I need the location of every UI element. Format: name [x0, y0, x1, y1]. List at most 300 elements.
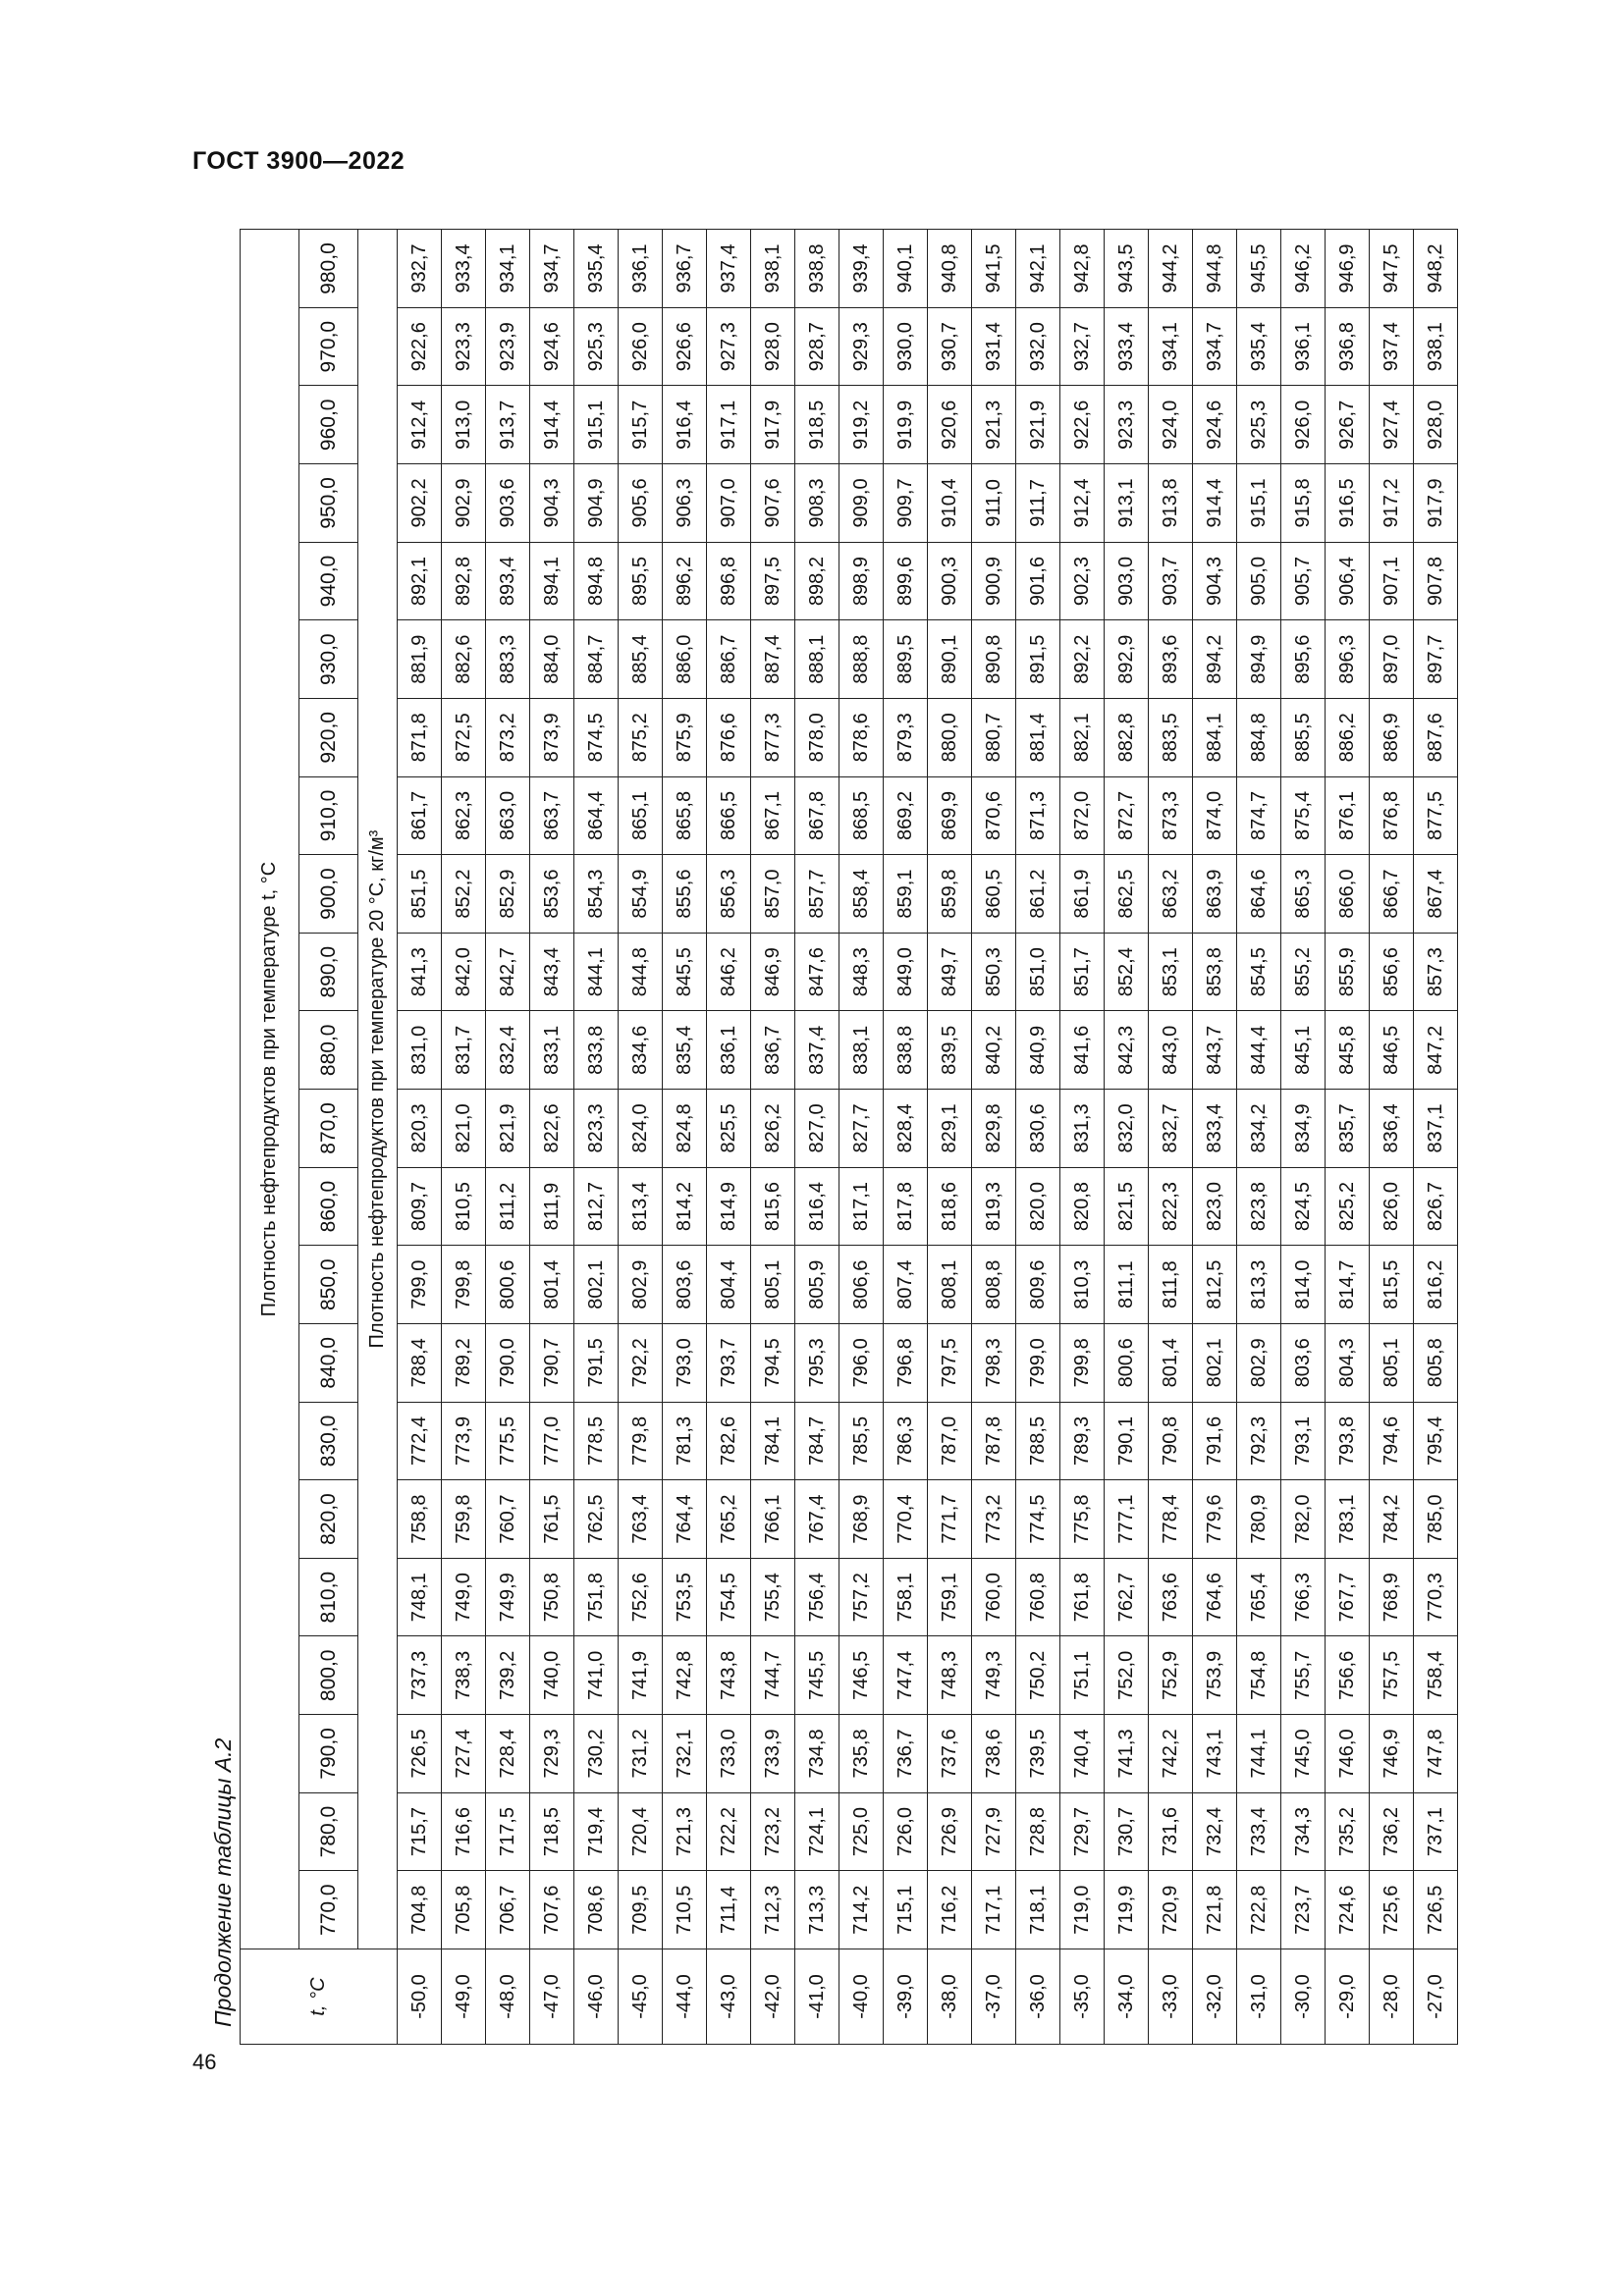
density-cell: 773,9: [442, 1402, 486, 1480]
density-cell: 784,2: [1370, 1480, 1414, 1559]
density-cell: 887,6: [1414, 699, 1458, 777]
density-cell: 718,1: [1016, 1871, 1060, 1949]
density-cell: 821,5: [1105, 1167, 1149, 1246]
density-cell: 800,6: [1105, 1324, 1149, 1403]
density-cell: 891,5: [1016, 620, 1060, 699]
density-cell: 720,9: [1149, 1871, 1193, 1949]
table-row: [442, 230, 486, 2045]
density-cell: 804,3: [1326, 1324, 1370, 1403]
density-cell: 928,0: [751, 307, 795, 386]
density-cell: 828,4: [884, 1090, 928, 1168]
density-cell: 853,1: [1149, 933, 1193, 1011]
density-cell: 715,7: [398, 1792, 442, 1871]
density-cell: 894,8: [574, 542, 619, 620]
rotated-table-frame: [240, 230, 1457, 2045]
density-cell: 745,0: [1281, 1715, 1326, 1793]
temperature-cell: -32,0: [1193, 1949, 1237, 2045]
density-cell: 761,5: [530, 1480, 574, 1559]
density-cell: 866,7: [1370, 855, 1414, 934]
density-cell: 719,9: [1105, 1871, 1149, 1949]
density-cell: 751,8: [574, 1558, 619, 1636]
density-column-header: 900,0: [299, 855, 358, 934]
density-cell: 934,7: [1193, 307, 1237, 386]
density-cell: 843,0: [1149, 1011, 1193, 1090]
density-cell: 902,2: [398, 464, 442, 543]
density-cell: 890,8: [972, 620, 1016, 699]
density-cell: 924,6: [1193, 386, 1237, 464]
density-cell: 943,5: [1105, 230, 1149, 308]
density-cell: 946,9: [1326, 230, 1370, 308]
density-cell: 894,2: [1193, 620, 1237, 699]
density-cell: 928,0: [1414, 386, 1458, 464]
density-cell: 753,9: [1193, 1636, 1237, 1715]
density-cell: 930,7: [928, 307, 972, 386]
density-cell: 835,4: [663, 1011, 707, 1090]
density-cell: 814,2: [663, 1167, 707, 1246]
density-cell: 859,1: [884, 855, 928, 934]
density-cell: 851,0: [1016, 933, 1060, 1011]
density-cell: 923,3: [442, 307, 486, 386]
density-cell: 788,4: [398, 1324, 442, 1403]
table-caption: Продолжение таблицы А.2: [210, 1737, 236, 2027]
temperature-cell: -34,0: [1105, 1949, 1149, 2045]
density-cell: 757,5: [1370, 1636, 1414, 1715]
density-cell: 880,0: [928, 699, 972, 777]
density-cell: 809,7: [398, 1167, 442, 1246]
density-cell: 761,8: [1060, 1558, 1105, 1636]
density-cell: 896,3: [1326, 620, 1370, 699]
density-cell: 907,6: [751, 464, 795, 543]
table-row: [1281, 230, 1326, 2045]
density-cell: 749,3: [972, 1636, 1016, 1715]
density-cell: 944,8: [1193, 230, 1237, 308]
density-cell: 843,7: [1193, 1011, 1237, 1090]
density-cell: 938,1: [751, 230, 795, 308]
density-cell: 853,8: [1193, 933, 1237, 1011]
density-cell: 822,6: [530, 1090, 574, 1168]
density-cell: 805,8: [1414, 1324, 1458, 1403]
density-cell: 749,0: [442, 1558, 486, 1636]
density-cell: 908,3: [795, 464, 839, 543]
density-cell: 841,3: [398, 933, 442, 1011]
density-cell: 920,6: [928, 386, 972, 464]
density-cell: 844,1: [574, 933, 619, 1011]
temperature-cell: -43,0: [707, 1949, 751, 2045]
density-cell: 905,6: [619, 464, 663, 543]
density-cell: 718,5: [530, 1792, 574, 1871]
density-cell: 726,5: [1414, 1871, 1458, 1949]
density-cell: 779,6: [1193, 1480, 1237, 1559]
density-cell: 826,2: [751, 1090, 795, 1168]
density-cell: 873,9: [530, 699, 574, 777]
density-cell: 922,6: [398, 307, 442, 386]
density-cell: 742,2: [1149, 1715, 1193, 1793]
density-cell: 793,0: [663, 1324, 707, 1403]
density-cell: 764,6: [1193, 1558, 1237, 1636]
density-cell: 741,0: [574, 1636, 619, 1715]
density-cell: 914,4: [530, 386, 574, 464]
density-cell: 923,3: [1105, 386, 1149, 464]
table-row: [707, 230, 751, 2045]
density-column-header: 860,0: [299, 1167, 358, 1246]
density-cell: 731,6: [1149, 1792, 1193, 1871]
density-column-header: 970,0: [299, 307, 358, 386]
density-cell: 716,2: [928, 1871, 972, 1949]
density-cell: 872,7: [1105, 776, 1149, 855]
density-cell: 900,3: [928, 542, 972, 620]
density-cell: 816,2: [1414, 1246, 1458, 1324]
density-cell: 783,1: [1326, 1480, 1370, 1559]
density-cell: 896,2: [663, 542, 707, 620]
density-cell: 833,1: [530, 1011, 574, 1090]
density-cell: 803,6: [663, 1246, 707, 1324]
density-cell: 832,7: [1149, 1090, 1193, 1168]
density-column-header: 960,0: [299, 386, 358, 464]
density-cell: 911,7: [1016, 464, 1060, 543]
density-cell: 747,4: [884, 1636, 928, 1715]
density-cell: 731,2: [619, 1715, 663, 1793]
density-cell: 873,3: [1149, 776, 1193, 855]
density-cell: 888,1: [795, 620, 839, 699]
density-cell: 802,9: [1237, 1324, 1281, 1403]
density-cell: 753,5: [663, 1558, 707, 1636]
density-cell: 926,7: [1326, 386, 1370, 464]
density-cell: 723,2: [751, 1792, 795, 1871]
density-cell: 732,1: [663, 1715, 707, 1793]
density-cell: 862,5: [1105, 855, 1149, 934]
density-cell: 790,8: [1149, 1402, 1193, 1480]
density-cell: 804,4: [707, 1246, 751, 1324]
density-cell: 892,1: [398, 542, 442, 620]
density-cell: 791,5: [574, 1324, 619, 1403]
density-cell: 917,9: [1414, 464, 1458, 543]
density-cell: 896,8: [707, 542, 751, 620]
density-cell: 895,5: [619, 542, 663, 620]
density-cell: 735,2: [1326, 1792, 1370, 1871]
density-cell: 832,0: [1105, 1090, 1149, 1168]
density-cell: 886,2: [1326, 699, 1370, 777]
density-cell: 811,2: [486, 1167, 530, 1246]
density-cell: 873,2: [486, 699, 530, 777]
density-column-header: 940,0: [299, 542, 358, 620]
density-cell: 864,4: [574, 776, 619, 855]
density-cell: 867,1: [751, 776, 795, 855]
density-cell: 878,6: [839, 699, 884, 777]
density-cell: 856,3: [707, 855, 751, 934]
density-cell: 839,5: [928, 1011, 972, 1090]
density-cell: 765,2: [707, 1480, 751, 1559]
density-column-header: 920,0: [299, 699, 358, 777]
density-cell: 734,3: [1281, 1792, 1326, 1871]
density-cell: 792,2: [619, 1324, 663, 1403]
density-cell: 788,5: [1016, 1402, 1060, 1480]
density-cell: 794,5: [751, 1324, 795, 1403]
density-cell: 857,3: [1414, 933, 1458, 1011]
density-cell: 885,4: [619, 620, 663, 699]
density-cell: 820,0: [1016, 1167, 1060, 1246]
density-cell: 916,4: [663, 386, 707, 464]
table-row: [663, 230, 707, 2045]
density-cell: 772,4: [398, 1402, 442, 1480]
density-cell: 917,9: [751, 386, 795, 464]
density-cell: 932,0: [1016, 307, 1060, 386]
density-cell: 716,6: [442, 1792, 486, 1871]
density-cell: 717,5: [486, 1792, 530, 1871]
density-cell: 823,8: [1237, 1167, 1281, 1246]
density-cell: 922,6: [1060, 386, 1105, 464]
density-cell: 936,1: [1281, 307, 1326, 386]
density-cell: 725,6: [1370, 1871, 1414, 1949]
density-cell: 795,4: [1414, 1402, 1458, 1480]
density-cell: 886,9: [1370, 699, 1414, 777]
density-cell: 907,8: [1414, 542, 1458, 620]
density-cell: 704,8: [398, 1871, 442, 1949]
density-cell: 869,9: [928, 776, 972, 855]
density-cell: 814,0: [1281, 1246, 1326, 1324]
temperature-cell: -44,0: [663, 1949, 707, 2045]
density-cell: 754,8: [1237, 1636, 1281, 1715]
density-cell: 706,7: [486, 1871, 530, 1949]
density-cell: 838,1: [839, 1011, 884, 1090]
density-cell: 762,7: [1105, 1558, 1149, 1636]
density-cell: 882,8: [1105, 699, 1149, 777]
density-cell: 874,0: [1193, 776, 1237, 855]
table-row: [751, 230, 795, 2045]
density-cell: 831,0: [398, 1011, 442, 1090]
density-cell: 925,3: [1237, 386, 1281, 464]
density-column-header: 840,0: [299, 1324, 358, 1403]
density-cell: 836,7: [751, 1011, 795, 1090]
density-cell: 917,1: [707, 386, 751, 464]
density-cell: 847,6: [795, 933, 839, 1011]
density-cell: 860,5: [972, 855, 1016, 934]
density-cell: 746,0: [1326, 1715, 1370, 1793]
density-cell: 814,7: [1326, 1246, 1370, 1324]
density-cell: 748,1: [398, 1558, 442, 1636]
density-cell: 757,2: [839, 1558, 884, 1636]
density-column-header: 770,0: [299, 1871, 358, 1949]
temperature-cell: -30,0: [1281, 1949, 1326, 2045]
density-cell: 846,9: [751, 933, 795, 1011]
table-row: [530, 230, 574, 2045]
density-cell: 787,0: [928, 1402, 972, 1480]
density-cell: 708,6: [574, 1871, 619, 1949]
temperature-cell: -36,0: [1016, 1949, 1060, 2045]
density-cell: 805,1: [1370, 1324, 1414, 1403]
density-cell: 726,0: [884, 1792, 928, 1871]
density-cell: 743,1: [1193, 1715, 1237, 1793]
density-cell: 795,3: [795, 1324, 839, 1403]
density-cell: 904,3: [1193, 542, 1237, 620]
density-cell: 881,4: [1016, 699, 1060, 777]
density-cell: 727,4: [442, 1715, 486, 1793]
density-cell: 719,4: [574, 1792, 619, 1871]
density-cell: 931,4: [972, 307, 1016, 386]
density-cell: 837,1: [1414, 1090, 1458, 1168]
density-cell: 729,7: [1060, 1792, 1105, 1871]
temperature-cell: -33,0: [1149, 1949, 1193, 2045]
density-cell: 821,0: [442, 1090, 486, 1168]
density-cell: 823,0: [1193, 1167, 1237, 1246]
density-cell: 884,0: [530, 620, 574, 699]
density-cell: 767,4: [795, 1480, 839, 1559]
temperature-cell: -47,0: [530, 1949, 574, 2045]
density-column-header: 870,0: [299, 1090, 358, 1168]
density-cell: 765,4: [1237, 1558, 1281, 1636]
density-cell: 901,6: [1016, 542, 1060, 620]
density-cell: 895,6: [1281, 620, 1326, 699]
temperature-cell: -42,0: [751, 1949, 795, 2045]
density-cell: 809,6: [1016, 1246, 1060, 1324]
density-cell: 790,1: [1105, 1402, 1149, 1480]
density-cell: 876,8: [1370, 776, 1414, 855]
density-cell: 938,8: [795, 230, 839, 308]
table-row: [1414, 230, 1458, 2045]
density-cell: 865,3: [1281, 855, 1326, 934]
density-cell: 756,4: [795, 1558, 839, 1636]
density-cell: 939,4: [839, 230, 884, 308]
temperature-cell: -48,0: [486, 1949, 530, 2045]
density-cell: 818,6: [928, 1167, 972, 1246]
density-cell: 802,9: [619, 1246, 663, 1324]
density-cell: 938,1: [1414, 307, 1458, 386]
temperature-cell: -35,0: [1060, 1949, 1105, 2045]
density-cell: 752,6: [619, 1558, 663, 1636]
density-cell: 710,5: [663, 1871, 707, 1949]
table-row: [1193, 230, 1237, 2045]
density-cell: 883,5: [1149, 699, 1193, 777]
table-row: [1016, 230, 1060, 2045]
density-cell: 929,3: [839, 307, 884, 386]
density-cell: 866,5: [707, 776, 751, 855]
density-cell: 913,0: [442, 386, 486, 464]
density-cell: 842,7: [486, 933, 530, 1011]
density-cell: 826,0: [1370, 1167, 1414, 1246]
density-cell: 932,7: [1060, 307, 1105, 386]
density-cell: 921,3: [972, 386, 1016, 464]
density-column-header: 850,0: [299, 1246, 358, 1324]
density-cell: 814,9: [707, 1167, 751, 1246]
density-cell: 905,7: [1281, 542, 1326, 620]
density-cell: 811,8: [1149, 1246, 1193, 1324]
density-cell: 719,0: [1060, 1871, 1105, 1949]
density-cell: 898,2: [795, 542, 839, 620]
density-cell: 762,5: [574, 1480, 619, 1559]
density-cell: 932,7: [398, 230, 442, 308]
temperature-cell: -46,0: [574, 1949, 619, 2045]
density-cell: 778,4: [1149, 1480, 1193, 1559]
density-cell: 926,0: [1281, 386, 1326, 464]
density-cell: 786,3: [884, 1402, 928, 1480]
density-cell: 811,1: [1105, 1246, 1149, 1324]
density-cell: 831,7: [442, 1011, 486, 1090]
density-cell: 833,8: [574, 1011, 619, 1090]
density-cell: 875,4: [1281, 776, 1326, 855]
density-cell: 827,0: [795, 1090, 839, 1168]
density-column-header: 820,0: [299, 1480, 358, 1559]
density-cell: 876,1: [1326, 776, 1370, 855]
density-cell: 930,0: [884, 307, 928, 386]
density-cell: 934,7: [530, 230, 574, 308]
density-cell: 740,0: [530, 1636, 574, 1715]
density-cell: 791,6: [1193, 1402, 1237, 1480]
density-cell: 887,4: [751, 620, 795, 699]
density-cell: 936,1: [619, 230, 663, 308]
density-cell: 936,7: [663, 230, 707, 308]
table-row: [839, 230, 884, 2045]
density-cell: 927,4: [1370, 386, 1414, 464]
density-cell: 906,3: [663, 464, 707, 543]
density-cell: 861,9: [1060, 855, 1105, 934]
density-cell: 902,3: [1060, 542, 1105, 620]
density-cell: 741,3: [1105, 1715, 1149, 1793]
density-cell: 796,0: [839, 1324, 884, 1403]
density-cell: 903,6: [486, 464, 530, 543]
density-cell: 764,4: [663, 1480, 707, 1559]
density-cell: 926,0: [619, 307, 663, 386]
temperature-cell: -41,0: [795, 1949, 839, 2045]
density-cell: 730,7: [1105, 1792, 1149, 1871]
density-cell: 802,1: [1193, 1324, 1237, 1403]
density-cell: 807,4: [884, 1246, 928, 1324]
density-cell: 760,0: [972, 1558, 1016, 1636]
density-cell: 856,6: [1370, 933, 1414, 1011]
density-cell: 900,9: [972, 542, 1016, 620]
density-cell: 722,2: [707, 1792, 751, 1871]
density-cell: 905,0: [1237, 542, 1281, 620]
density-cell: 813,3: [1237, 1246, 1281, 1324]
density-cell: 754,5: [707, 1558, 751, 1636]
density-cell: 740,4: [1060, 1715, 1105, 1793]
density-cell: 724,1: [795, 1792, 839, 1871]
density-cell: 859,8: [928, 855, 972, 934]
density-cell: 790,0: [486, 1324, 530, 1403]
density-cell: 882,6: [442, 620, 486, 699]
density-cell: 792,3: [1237, 1402, 1281, 1480]
density-cell: 747,8: [1414, 1715, 1458, 1793]
density-cell: 768,9: [839, 1480, 884, 1559]
density-cell: 803,6: [1281, 1324, 1326, 1403]
density-cell: 854,5: [1237, 933, 1281, 1011]
density-cell: 940,1: [884, 230, 928, 308]
density-cell: 863,0: [486, 776, 530, 855]
density-cell: 847,2: [1414, 1011, 1458, 1090]
density-cell: 784,1: [751, 1402, 795, 1480]
density-cell: 846,5: [1370, 1011, 1414, 1090]
density-cell: 886,7: [707, 620, 751, 699]
density-cell: 918,5: [795, 386, 839, 464]
density-cell: 793,7: [707, 1324, 751, 1403]
density-cell: 897,0: [1370, 620, 1414, 699]
density-cell: 944,2: [1149, 230, 1193, 308]
density-cell: 883,3: [486, 620, 530, 699]
density-cell: 919,2: [839, 386, 884, 464]
density-cell: 739,5: [1016, 1715, 1060, 1793]
density-cell: 794,6: [1370, 1402, 1414, 1480]
density-cell: 909,7: [884, 464, 928, 543]
density-cell: 808,1: [928, 1246, 972, 1324]
density-cell: 749,9: [486, 1558, 530, 1636]
table-row: [486, 230, 530, 2045]
density-cell: 913,1: [1105, 464, 1149, 543]
density-cell: 893,6: [1149, 620, 1193, 699]
density-cell: 730,2: [574, 1715, 619, 1793]
density-cell: 766,3: [1281, 1558, 1326, 1636]
density-cell: 867,4: [1414, 855, 1458, 934]
density-cell: 846,2: [707, 933, 751, 1011]
density-cell: 729,3: [530, 1715, 574, 1793]
table-row: [619, 230, 663, 2045]
